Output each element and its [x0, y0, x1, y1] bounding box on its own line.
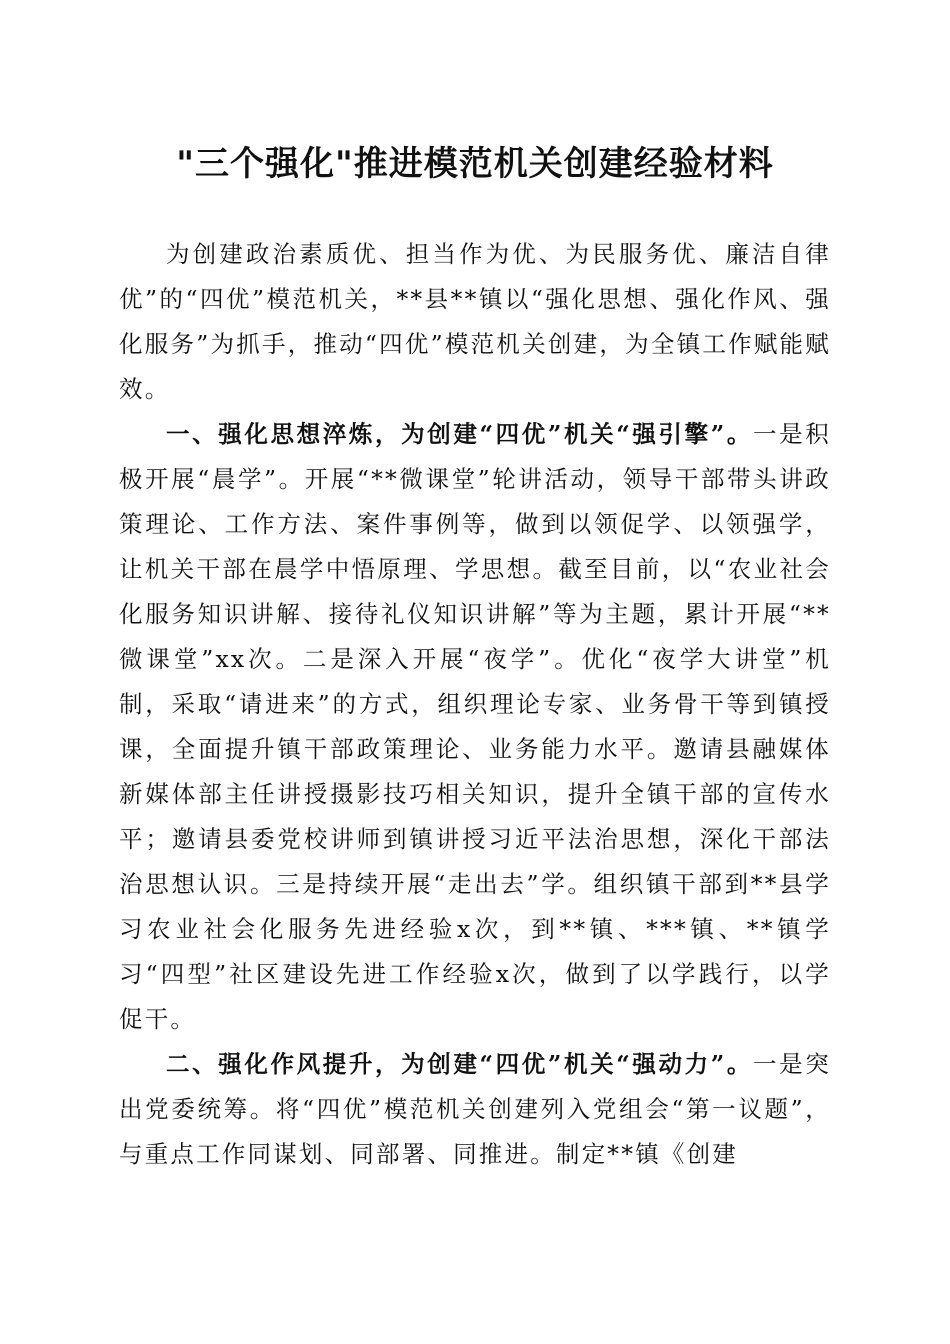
section-paragraph-1: [119, 412, 831, 1042]
section-heading-1: 一、强化思想淬炼，为创建“四优”机关“强引擎”。: [166, 420, 754, 448]
document-title: "三个强化"推进模范机关创建经验材料: [176, 144, 774, 184]
intro-paragraph: 为创建政治素质优、担当作为优、为民服务优、廉洁自律优”的“四优”模范机关，**县**镇以“强化思想、强化作风、强化服务”为抓手，推动“四优”模范机关创建，为全镇工作赋能赋效。: [119, 240, 831, 403]
section-text-1: 一是积极开展“晨学”。开展“**微课堂”轮讲活动，领导干部带头讲政策理论、工作方法、案件事例等，做到以领促学、以领强学，让机关干部在晨学中悟原理、学思想。截至目前，以“农业社会化服务知识讲解、接待礼仪知识讲解”等为主题，累计开展“**微课堂”xx次。二是深入开展“夜学”。优化“夜学大讲堂”机制，采取“请进来”的方式，组织理论专家、业务骨干等到镇授课，全面提升镇干部政策理论、业务能力水平。邀请县融媒体新媒体部主任讲授摄影技巧相关知识，提升全镇干部的宣传水平；邀请县委党校讲师到镇讲授习近平法治思想，深化干部法治思想认识。三是持续开展“走出去”学。组织镇干部到**县学习农业社会化服务先进经验x次，到**镇、***镇、**镇学习“四型”社区建设先进工作经验x次，做到了以学践行，以学促干。: [119, 420, 831, 1033]
section-text-2: 一是突出党委统筹。将“四优”模范机关创建列入党组会“第一议题”，与重点工作同谋划、同部署、同推进。制定**镇《创建: [119, 1050, 831, 1168]
document-body: [119, 232, 831, 1177]
section-heading-2: 二、强化作风提升，为创建“四优”机关“强动力”。: [166, 1050, 754, 1078]
section-paragraph-2: [119, 1042, 831, 1177]
